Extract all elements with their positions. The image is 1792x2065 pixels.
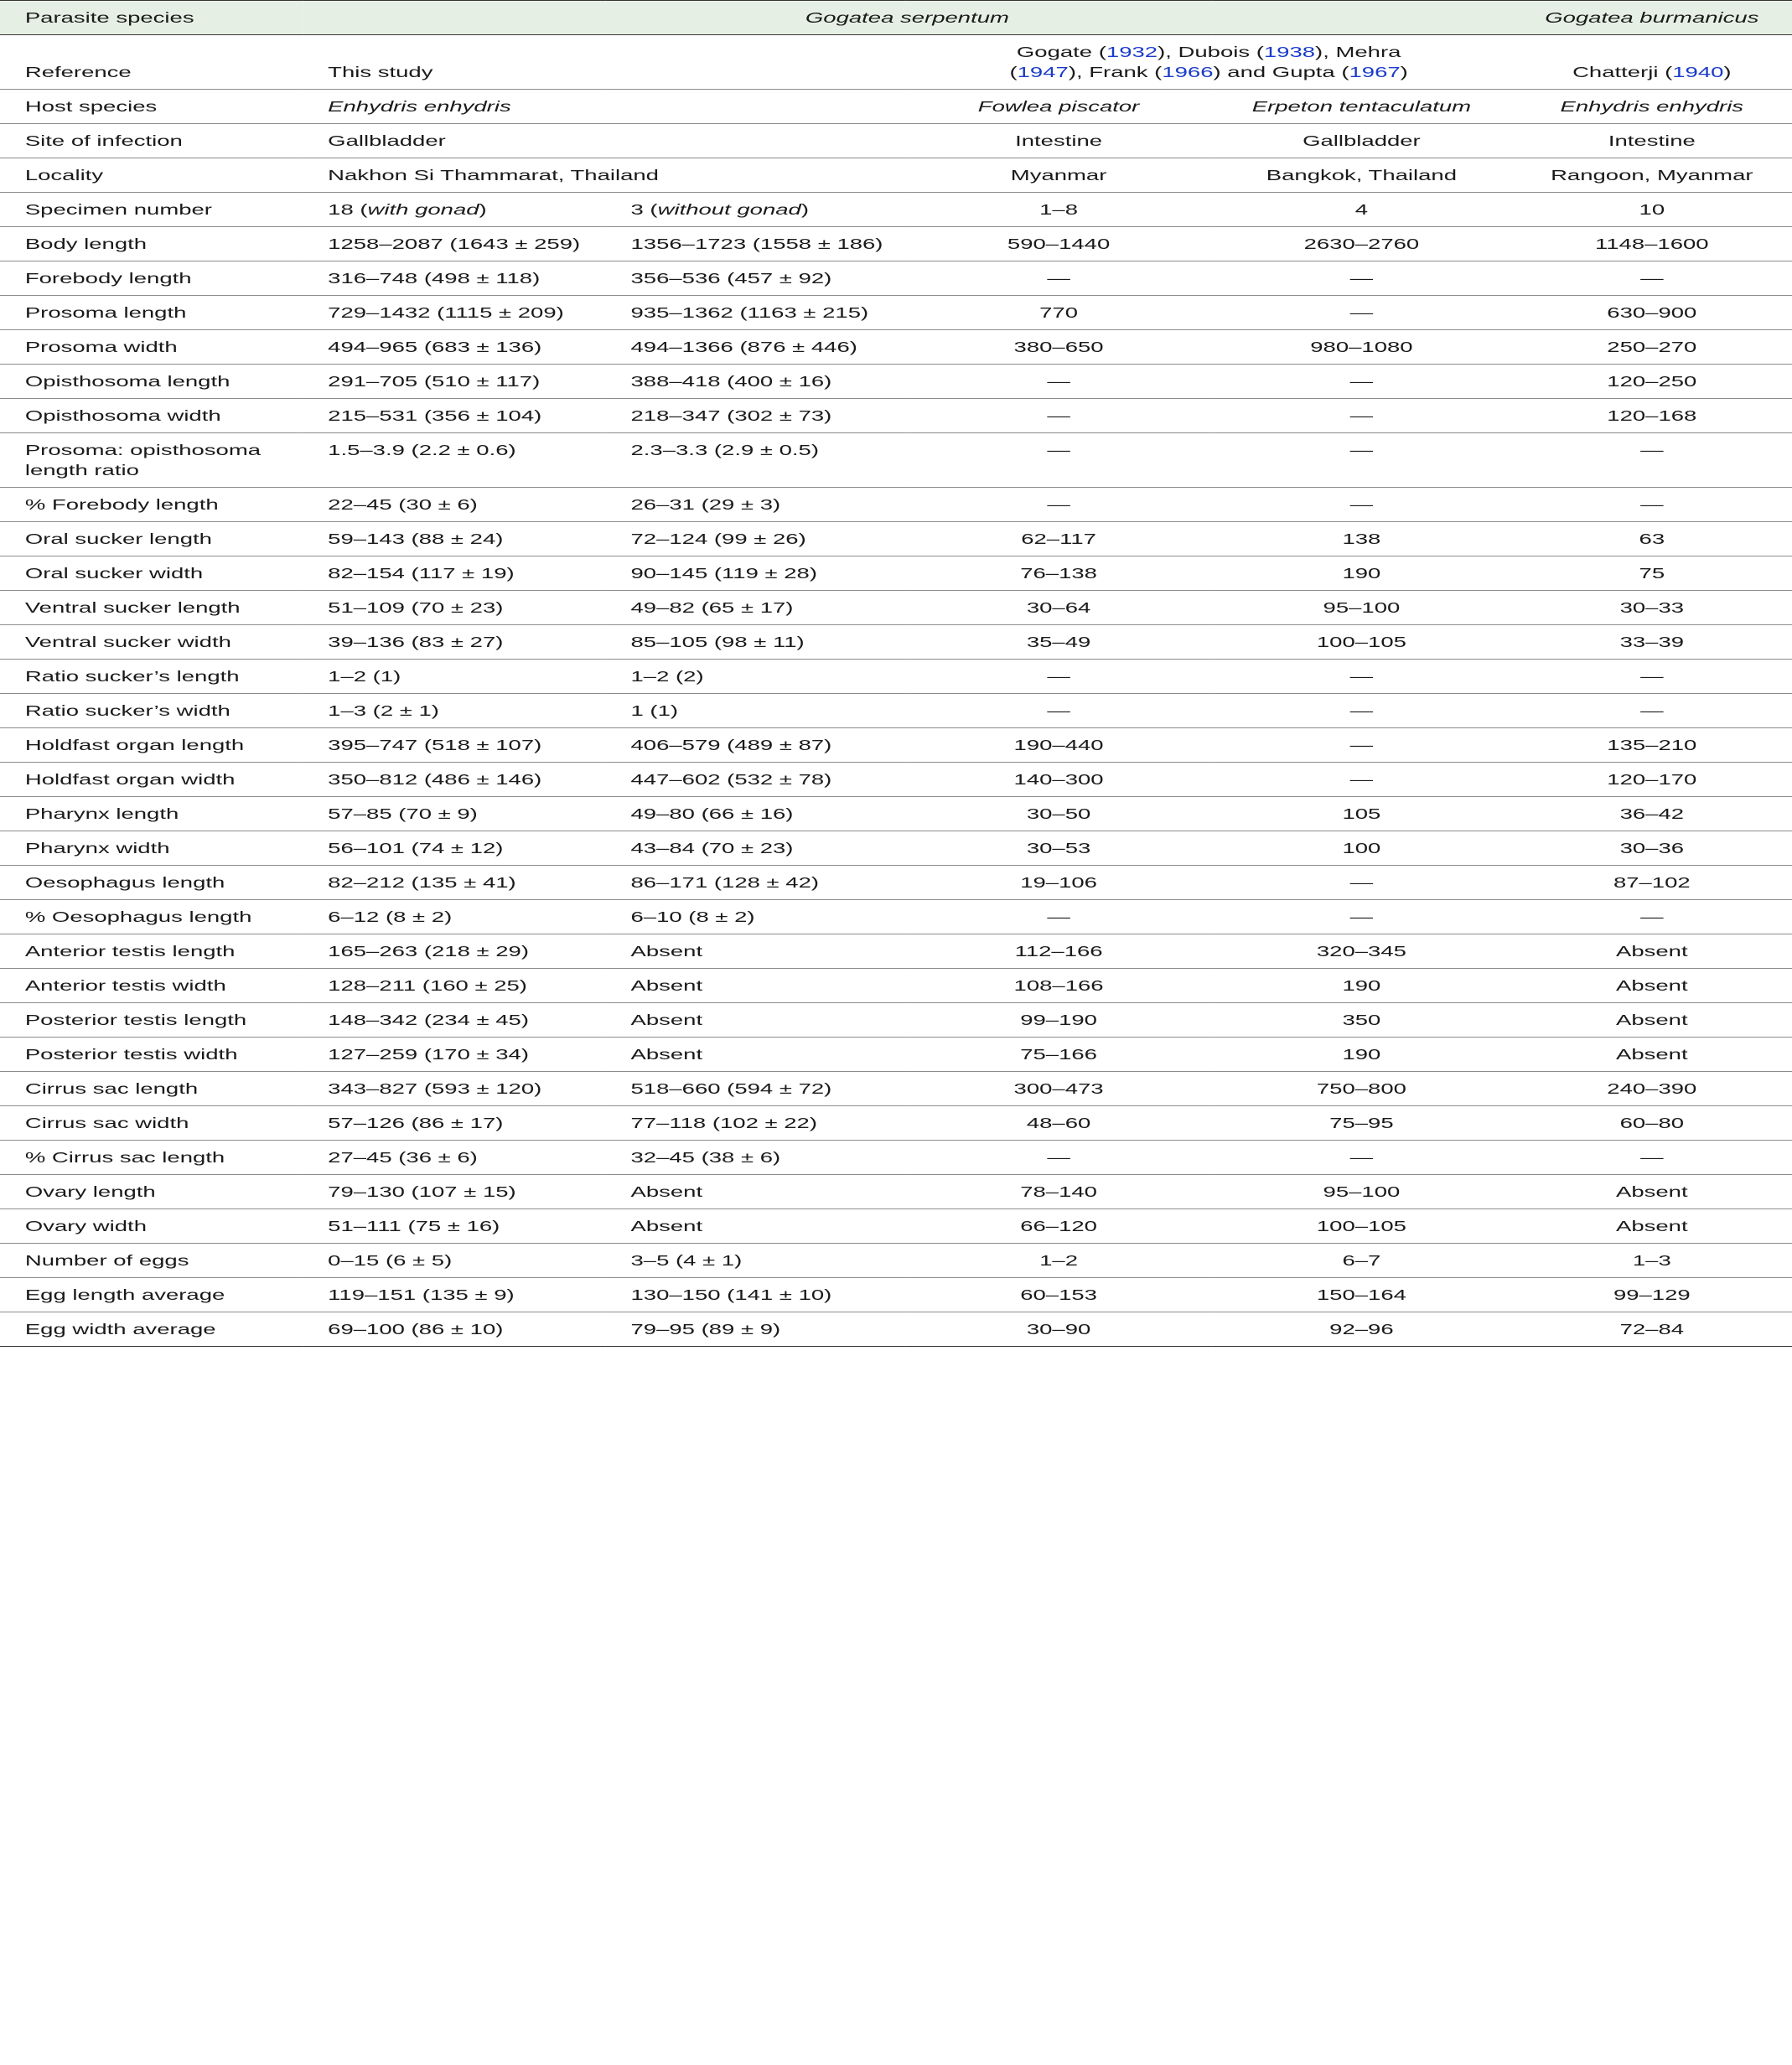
- cell-value: 51–109 (70 ± 23): [303, 591, 605, 625]
- specimen-number-label: Specimen number: [0, 193, 303, 227]
- table-row: [0, 591, 1792, 625]
- reference-chatterji: Chatterji (1940): [1512, 35, 1792, 90]
- cell-value: —: [906, 261, 1211, 296]
- cell-value: 350: [1211, 1003, 1511, 1038]
- cell-value: Absent: [606, 969, 906, 1003]
- cell-value: 2630–2760: [1211, 227, 1511, 261]
- cell-value: 395–747 (518 ± 107): [303, 728, 605, 763]
- table-row: [0, 831, 1792, 866]
- cell-value: —: [1211, 660, 1511, 694]
- row-label: % Forebody length: [0, 488, 303, 522]
- cell-value: 57–85 (70 ± 9): [303, 797, 605, 831]
- cell-value: 1–2 (2): [606, 660, 906, 694]
- row-label: Opisthosoma length: [0, 365, 303, 399]
- cell-value: Absent: [606, 1209, 906, 1244]
- table-row: [0, 969, 1792, 1003]
- cell-value: 1.5–3.9 (2.2 ± 0.6): [303, 433, 605, 488]
- cell-value: 120–168: [1512, 399, 1792, 433]
- cell-value: 26–31 (29 ± 3): [606, 488, 906, 522]
- cell-value: 120–170: [1512, 763, 1792, 797]
- cell-value: —: [1211, 488, 1511, 522]
- table-row: [0, 1312, 1792, 1347]
- cell-value: —: [1211, 866, 1511, 900]
- cell-value: 95–100: [1211, 591, 1511, 625]
- specimen-number-row: Specimen number 18 (with gonad) 3 (without gonad) 1–8 4 10: [0, 193, 1792, 227]
- cell-value: 215–531 (356 ± 104): [303, 399, 605, 433]
- cell-value: 78–140: [906, 1175, 1211, 1209]
- cell-value: —: [1512, 261, 1792, 296]
- cell-value: 447–602 (532 ± 78): [606, 763, 906, 797]
- table-header-row: [0, 1, 1792, 35]
- cell-value: 148–342 (234 ± 45): [303, 1003, 605, 1038]
- row-label: Cirrus sac width: [0, 1106, 303, 1141]
- citation-link-1966[interactable]: 1966: [1162, 64, 1214, 80]
- table-row: [0, 365, 1792, 399]
- cell-value: 90–145 (119 ± 28): [606, 556, 906, 591]
- reference-row: [0, 35, 1792, 90]
- cell-value: 388–418 (400 ± 16): [606, 365, 906, 399]
- host-species-row: Host species Enhydris enhydris Fowlea piscator Erpeton tentaculatum Enhydris enhydris: [0, 90, 1792, 124]
- cell-value: 30–50: [906, 797, 1211, 831]
- table-row: [0, 261, 1792, 296]
- cell-value: 980–1080: [1211, 330, 1511, 365]
- cell-value: 75–166: [906, 1038, 1211, 1072]
- cell-value: 72–84: [1512, 1312, 1792, 1347]
- cell-value: 66–120: [906, 1209, 1211, 1244]
- cell-value: Absent: [606, 1175, 906, 1209]
- cell-value: 30–33: [1512, 591, 1792, 625]
- cell-value: 3–5 (4 ± 1): [606, 1244, 906, 1278]
- table-row: [0, 1278, 1792, 1312]
- cell-value: 39–136 (83 ± 27): [303, 625, 605, 660]
- cell-value: 128–211 (160 ± 25): [303, 969, 605, 1003]
- cell-value: —: [1211, 261, 1511, 296]
- cell-value: —: [1211, 900, 1511, 934]
- cell-value: —: [906, 365, 1211, 399]
- table-row: [0, 763, 1792, 797]
- cell-value: 49–80 (66 ± 16): [606, 797, 906, 831]
- cell-value: 75–95: [1211, 1106, 1511, 1141]
- cell-value: —: [906, 399, 1211, 433]
- host-species-label: Host species: [0, 90, 303, 124]
- cell-value: —: [1211, 433, 1511, 488]
- cell-value: Absent: [1512, 934, 1792, 969]
- cell-value: —: [1211, 399, 1511, 433]
- table-row: [0, 1175, 1792, 1209]
- table-row: [0, 934, 1792, 969]
- cell-value: 380–650: [906, 330, 1211, 365]
- cell-value: Absent: [1512, 1003, 1792, 1038]
- cell-value: Absent: [1512, 1209, 1792, 1244]
- cell-value: 316–748 (498 ± 118): [303, 261, 605, 296]
- row-label: Anterior testis width: [0, 969, 303, 1003]
- cell-value: —: [1211, 365, 1511, 399]
- cell-value: 6–10 (8 ± 2): [606, 900, 906, 934]
- row-label: Prosoma width: [0, 330, 303, 365]
- cell-value: —: [1512, 433, 1792, 488]
- cell-value: 100–105: [1211, 1209, 1511, 1244]
- cell-value: Absent: [606, 1038, 906, 1072]
- cell-value: 6–7: [1211, 1244, 1511, 1278]
- cell-value: Absent: [1512, 969, 1792, 1003]
- cell-value: 140–300: [906, 763, 1211, 797]
- table-row: [0, 488, 1792, 522]
- table-row: [0, 1106, 1792, 1141]
- cell-value: 57–126 (86 ± 17): [303, 1106, 605, 1141]
- row-label: Ratio sucker’s length: [0, 660, 303, 694]
- cell-value: 494–1366 (876 ± 446): [606, 330, 906, 365]
- row-label: Anterior testis length: [0, 934, 303, 969]
- table-row: [0, 1244, 1792, 1278]
- row-label: Egg length average: [0, 1278, 303, 1312]
- cell-value: —: [1512, 488, 1792, 522]
- species-gogatea-burmanicus: Gogatea burmanicus: [1512, 1, 1792, 35]
- cell-value: 33–39: [1512, 625, 1792, 660]
- cell-value: —: [1512, 694, 1792, 728]
- citation-link-1938[interactable]: 1938: [1263, 44, 1316, 60]
- cell-value: —: [906, 660, 1211, 694]
- cell-value: 77–118 (102 ± 22): [606, 1106, 906, 1141]
- table-row: [0, 900, 1792, 934]
- citation-link-1967[interactable]: 1967: [1349, 64, 1401, 80]
- cell-value: —: [1211, 296, 1511, 330]
- cell-value: —: [1211, 728, 1511, 763]
- cell-value: 69–100 (86 ± 10): [303, 1312, 605, 1347]
- cell-value: 1–3 (2 ± 1): [303, 694, 605, 728]
- cell-value: —: [906, 488, 1211, 522]
- cell-value: 0–15 (6 ± 5): [303, 1244, 605, 1278]
- cell-value: 240–390: [1512, 1072, 1792, 1106]
- cell-value: 36–42: [1512, 797, 1792, 831]
- cell-value: 770: [906, 296, 1211, 330]
- cell-value: 87–102: [1512, 866, 1792, 900]
- citation-link-1947[interactable]: 1947: [1017, 64, 1069, 80]
- cell-value: 190: [1211, 556, 1511, 591]
- cell-value: 27–45 (36 ± 6): [303, 1141, 605, 1175]
- table-row: [0, 660, 1792, 694]
- cell-value: Absent: [606, 934, 906, 969]
- cell-value: 92–96: [1211, 1312, 1511, 1347]
- cell-value: 750–800: [1211, 1072, 1511, 1106]
- cell-value: 95–100: [1211, 1175, 1511, 1209]
- row-label: Number of eggs: [0, 1244, 303, 1278]
- cell-value: 48–60: [906, 1106, 1211, 1141]
- cell-value: 60–80: [1512, 1106, 1792, 1141]
- row-label: Cirrus sac length: [0, 1072, 303, 1106]
- cell-value: Absent: [1512, 1038, 1792, 1072]
- reference-this-study: This study: [303, 35, 605, 90]
- cell-value: 190–440: [906, 728, 1211, 763]
- cell-value: 291–705 (510 ± 117): [303, 365, 605, 399]
- cell-value: 79–130 (107 ± 15): [303, 1175, 605, 1209]
- locality-row: Locality Nakhon Si Thammarat, Thailand Myanmar Bangkok, Thailand Rangoon, Myanmar: [0, 158, 1792, 193]
- cell-value: 85–105 (98 ± 11): [606, 625, 906, 660]
- table-row: [0, 296, 1792, 330]
- row-label: Forebody length: [0, 261, 303, 296]
- table-row: [0, 1003, 1792, 1038]
- cell-value: 150–164: [1211, 1278, 1511, 1312]
- row-label: % Cirrus sac length: [0, 1141, 303, 1175]
- row-label: Posterior testis length: [0, 1003, 303, 1038]
- cell-value: 22–45 (30 ± 6): [303, 488, 605, 522]
- row-label: Body length: [0, 227, 303, 261]
- cell-value: 82–212 (135 ± 41): [303, 866, 605, 900]
- cell-value: Absent: [606, 1003, 906, 1038]
- cell-value: 1148–1600: [1512, 227, 1792, 261]
- cell-value: 62–117: [906, 522, 1211, 556]
- cell-value: 190: [1211, 969, 1511, 1003]
- row-label: Pharynx width: [0, 831, 303, 866]
- table-row: [0, 694, 1792, 728]
- table-row: [0, 728, 1792, 763]
- cell-value: 82–154 (117 ± 19): [303, 556, 605, 591]
- cell-value: 130–150 (141 ± 10): [606, 1278, 906, 1312]
- cell-value: —: [1512, 1141, 1792, 1175]
- cell-value: 43–84 (70 ± 23): [606, 831, 906, 866]
- cell-value: 320–345: [1211, 934, 1511, 969]
- citation-link-1932[interactable]: 1932: [1106, 44, 1158, 60]
- table-row: [0, 1209, 1792, 1244]
- cell-value: 1258–2087 (1643 ± 259): [303, 227, 605, 261]
- cell-value: 406–579 (489 ± 87): [606, 728, 906, 763]
- cell-value: 112–166: [906, 934, 1211, 969]
- cell-value: 1 (1): [606, 694, 906, 728]
- cell-value: 343–827 (593 ± 120): [303, 1072, 605, 1106]
- cell-value: 30–53: [906, 831, 1211, 866]
- cell-value: 19–106: [906, 866, 1211, 900]
- cell-value: 75: [1512, 556, 1792, 591]
- table-row: [0, 330, 1792, 365]
- cell-value: 56–101 (74 ± 12): [303, 831, 605, 866]
- row-label: Ovary length: [0, 1175, 303, 1209]
- cell-value: 30–36: [1512, 831, 1792, 866]
- cell-value: 630–900: [1512, 296, 1792, 330]
- cell-value: 518–660 (594 ± 72): [606, 1072, 906, 1106]
- cell-value: 79–95 (89 ± 9): [606, 1312, 906, 1347]
- cell-value: 6–12 (8 ± 2): [303, 900, 605, 934]
- reference-label: Reference: [0, 35, 303, 90]
- cell-value: 32–45 (38 ± 6): [606, 1141, 906, 1175]
- cell-value: 35–49: [906, 625, 1211, 660]
- cell-value: 494–965 (683 ± 136): [303, 330, 605, 365]
- cell-value: 99–190: [906, 1003, 1211, 1038]
- cell-value: 72–124 (99 ± 26): [606, 522, 906, 556]
- row-label: Holdfast organ length: [0, 728, 303, 763]
- table-row: [0, 399, 1792, 433]
- cell-value: 250–270: [1512, 330, 1792, 365]
- row-label: Oesophagus length: [0, 866, 303, 900]
- cell-value: —: [906, 433, 1211, 488]
- table-row: [0, 522, 1792, 556]
- cell-value: —: [1211, 1141, 1511, 1175]
- cell-value: 2.3–3.3 (2.9 ± 0.5): [606, 433, 906, 488]
- cell-value: 1–2 (1): [303, 660, 605, 694]
- cell-value: —: [1211, 763, 1511, 797]
- cell-value: 76–138: [906, 556, 1211, 591]
- parasite-species-label: Parasite species: [0, 1, 303, 35]
- cell-value: 99–129: [1512, 1278, 1792, 1312]
- cell-value: —: [1512, 660, 1792, 694]
- row-label: Prosoma: opisthosoma length ratio: [0, 433, 303, 488]
- row-label: % Oesophagus length: [0, 900, 303, 934]
- cell-value: 60–153: [906, 1278, 1211, 1312]
- row-label: Ventral sucker width: [0, 625, 303, 660]
- row-label: Pharynx length: [0, 797, 303, 831]
- species-gogatea-serpentum: Gogatea serpentum: [303, 1, 1511, 35]
- table-row: [0, 1072, 1792, 1106]
- cell-value: 49–82 (65 ± 17): [606, 591, 906, 625]
- cell-value: 1356–1723 (1558 ± 186): [606, 227, 906, 261]
- cell-value: Absent: [1512, 1175, 1792, 1209]
- row-label: Ratio sucker’s width: [0, 694, 303, 728]
- row-label: Egg width average: [0, 1312, 303, 1347]
- site-of-infection-row: Site of infection Gallbladder Intestine Gallbladder Intestine: [0, 124, 1792, 158]
- cell-value: 190: [1211, 1038, 1511, 1072]
- table-row: [0, 227, 1792, 261]
- cell-value: 138: [1211, 522, 1511, 556]
- cell-value: 86–171 (128 ± 42): [606, 866, 906, 900]
- cell-value: 30–90: [906, 1312, 1211, 1347]
- cell-value: 120–250: [1512, 365, 1792, 399]
- cell-value: 1–3: [1512, 1244, 1792, 1278]
- cell-value: 59–143 (88 ± 24): [303, 522, 605, 556]
- table-row: [0, 866, 1792, 900]
- table-row: [0, 1141, 1792, 1175]
- cell-value: —: [1211, 694, 1511, 728]
- cell-value: —: [1512, 900, 1792, 934]
- cell-value: 100–105: [1211, 625, 1511, 660]
- cell-value: 165–263 (218 ± 29): [303, 934, 605, 969]
- reference-literature: Gogate (1932), Dubois (1938), Mehra (1947), Frank (1966) and Gupta (1967): [906, 35, 1512, 90]
- cell-value: 100: [1211, 831, 1511, 866]
- cell-value: 108–166: [906, 969, 1211, 1003]
- row-label: Prosoma length: [0, 296, 303, 330]
- cell-value: —: [906, 1141, 1211, 1175]
- cell-value: 729–1432 (1115 ± 209): [303, 296, 605, 330]
- cell-value: 590–1440: [906, 227, 1211, 261]
- cell-value: 350–812 (486 ± 146): [303, 763, 605, 797]
- cell-value: —: [906, 900, 1211, 934]
- citation-link-1940[interactable]: 1940: [1672, 64, 1724, 80]
- cell-value: 356–536 (457 ± 92): [606, 261, 906, 296]
- cell-value: 63: [1512, 522, 1792, 556]
- cell-value: 1–2: [906, 1244, 1211, 1278]
- row-label: Ovary width: [0, 1209, 303, 1244]
- table-row: [0, 433, 1792, 488]
- cell-value: 105: [1211, 797, 1511, 831]
- table-row: [0, 556, 1792, 591]
- row-label: Oral sucker width: [0, 556, 303, 591]
- row-label: Oral sucker length: [0, 522, 303, 556]
- cell-value: —: [906, 694, 1211, 728]
- cell-value: 218–347 (302 ± 73): [606, 399, 906, 433]
- site-of-infection-label: Site of infection: [0, 124, 303, 158]
- row-label: Opisthosoma width: [0, 399, 303, 433]
- cell-value: 30–64: [906, 591, 1211, 625]
- row-label: Ventral sucker length: [0, 591, 303, 625]
- locality-label: Locality: [0, 158, 303, 193]
- table-row: [0, 797, 1792, 831]
- cell-value: 935–1362 (1163 ± 215): [606, 296, 906, 330]
- cell-value: 135–210: [1512, 728, 1792, 763]
- cell-value: 51–111 (75 ± 16): [303, 1209, 605, 1244]
- row-label: Holdfast organ width: [0, 763, 303, 797]
- cell-value: 127–259 (170 ± 34): [303, 1038, 605, 1072]
- row-label: Posterior testis width: [0, 1038, 303, 1072]
- table-row: [0, 625, 1792, 660]
- table-row: [0, 1038, 1792, 1072]
- cell-value: 300–473: [906, 1072, 1211, 1106]
- cell-value: 119–151 (135 ± 9): [303, 1278, 605, 1312]
